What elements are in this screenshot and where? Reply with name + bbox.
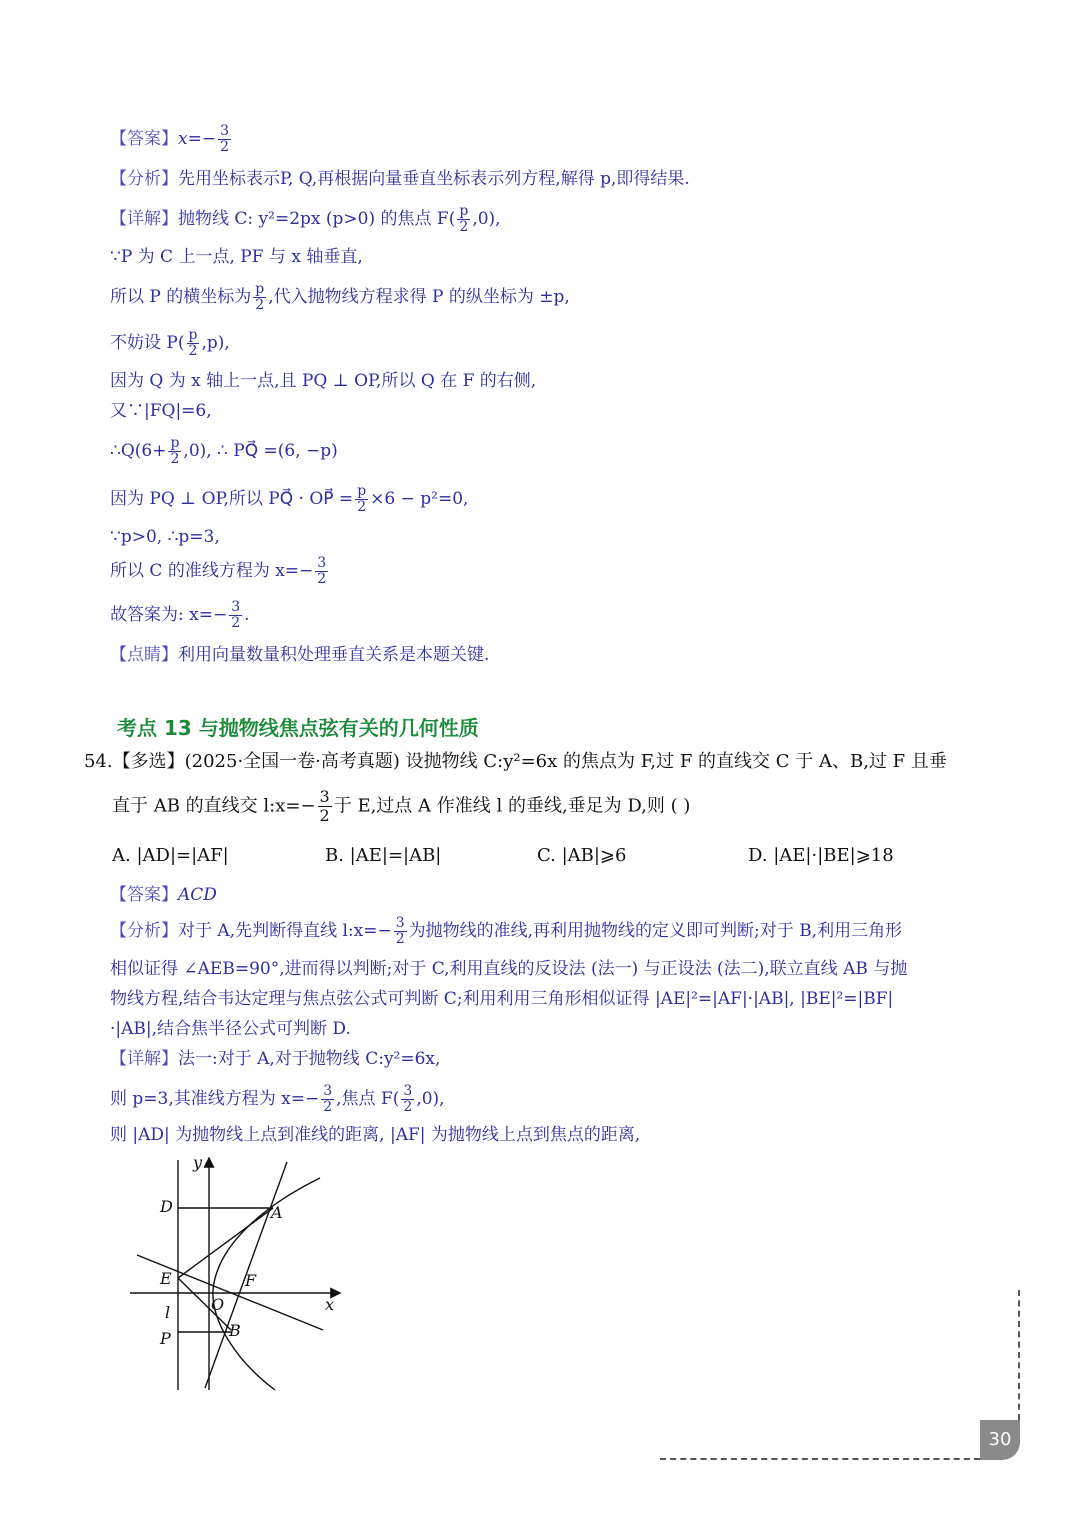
fraction: $\frac{3}{2}$ — [220, 123, 229, 155]
detail-line-7: ∴Q(6+ $\frac{p}{2}$ ,0), ∴ PQ⃗ =(6, −p) — [110, 435, 338, 467]
answer-eq: x=− — [178, 129, 217, 149]
label-o: O — [211, 1295, 225, 1314]
answer-line-1 — [110, 124, 233, 155]
detail2-line-2: 则 p=3,其准线方程为 x=− $\frac{3}{2}$ ,焦点 F( $\frac{3}{2}$ ,0), — [110, 1083, 445, 1115]
analysis-text: 先用坐标表示P, Q,再根据向量垂直坐标表示列方程,解得 p,即得结果. — [178, 169, 690, 189]
detail-line-8: 因为 PQ ⊥ OP,所以 PQ⃗ · OP⃗ = $\frac{p}{2}$ ×6 − p²=0, — [110, 483, 469, 515]
choice-a[interactable]: A. |AD|=|AF| — [112, 845, 229, 866]
detail-label: 【详解】 — [110, 209, 178, 229]
label-p: P — [160, 1329, 171, 1348]
detail-line-10: 所以 C 的准线方程为 x=− $\frac{3}{2}$ — [110, 555, 327, 587]
label-l: l — [165, 1303, 171, 1322]
parabola-figure — [125, 1150, 355, 1395]
detail-line-6: 又∵|FQ|=6, — [110, 401, 212, 421]
analysis2-line-2: 相似证得 ∠AEB=90°,进而得以判断;对于 C,利用直线的反设法 (法一) 与正设法 (法二),联立直线 AB 与抛 — [110, 959, 908, 979]
detail-line-5: 因为 Q 为 x 轴上一点,且 PQ ⊥ OP,所以 Q 在 F 的右侧, — [110, 371, 537, 391]
detail-line-11: 故答案为: x=− $\frac{3}{2}$ . — [110, 599, 250, 631]
detail2-line-3: 则 |AD| 为抛物线上点到准线的距离, |AF| 为抛物线上点到焦点的距离, — [110, 1125, 641, 1145]
analysis-label: 【分析】 — [110, 169, 178, 189]
page-border-horizontal — [660, 1458, 980, 1460]
choice-b[interactable]: B. |AE|=|AB| — [325, 845, 442, 866]
choice-d[interactable]: D. |AE|·|BE|⩾18 — [748, 845, 894, 866]
section-heading: 考点 13 与抛物线焦点弦有关的几何性质 — [117, 716, 479, 740]
answer-label: 【答案】 — [110, 129, 178, 149]
detail2-line-1: 【详解】法一:对于 A,对于抛物线 C:y²=6x, — [110, 1049, 441, 1069]
detail-line-4: 不妨设 P( $\frac{p}{2}$ ,p), — [110, 327, 230, 359]
analysis-line-1 — [110, 168, 690, 190]
label-d: D — [160, 1197, 173, 1216]
label-y: y — [193, 1153, 203, 1172]
analysis2-line-1: 【分析】对于 A,先判断得直线 l:x=− $\frac{3}{2}$ 为抛物线的准线,再利用抛物线的定义即可判断;对于 B,利用三角形 — [110, 915, 903, 947]
detail-line-2: ∵P 为 C 上一点, PF 与 x 轴垂直, — [110, 247, 363, 267]
choice-c[interactable]: C. |AB|⩾6 — [537, 845, 627, 866]
label-b: B — [229, 1321, 241, 1340]
page-border-vertical — [1018, 1290, 1020, 1420]
question-line-2: 直于 AB 的直线交 l:x=− $\frac{3}{2}$ 于 E,过点 A 作准线 l 的垂线,垂足为 D,则 ( ) — [112, 787, 691, 825]
analysis2-line-4: ·|AB|,结合焦半径公式可判断 D. — [110, 1019, 351, 1039]
label-e: E — [160, 1269, 172, 1288]
page-number: 30 — [980, 1420, 1020, 1460]
label-f: F — [245, 1271, 257, 1290]
parabola-curve — [213, 1178, 320, 1390]
comment-label: 【点睛】 — [110, 645, 178, 665]
answer-line-2: 【答案】ACD — [110, 885, 217, 905]
detail-line-1: 【详解】抛物线 C: y²=2px (p>0) 的焦点 F( $\frac{p}{2}$ ,0), — [110, 203, 501, 235]
label-x: x — [325, 1295, 335, 1314]
question-line-1: 54.【多选】(2025·全国一卷·高考真题) 设抛物线 C:y²=6x 的焦点为 F,过 F 的直线交 C 于 A、B,过 F 且垂 — [84, 751, 947, 772]
label-a: A — [271, 1203, 283, 1222]
analysis2-line-3: 物线方程,结合韦达定理与焦点弦公式可判断 C;利用利用三角形相似证得 |AE|²=|AF|·|AB|, |BE|²=|BF| — [110, 989, 894, 1009]
detail-line-3: 所以 P 的横坐标为 $\frac{p}{2}$ ,代入抛物线方程求得 P 的纵坐标为 ±p, — [110, 281, 570, 313]
line-ea — [178, 1208, 273, 1278]
detail-line-9: ∵p>0, ∴p=3, — [110, 527, 220, 547]
comment-line: 【点睛】利用向量数量积处理垂直关系是本题关键. — [110, 645, 490, 665]
